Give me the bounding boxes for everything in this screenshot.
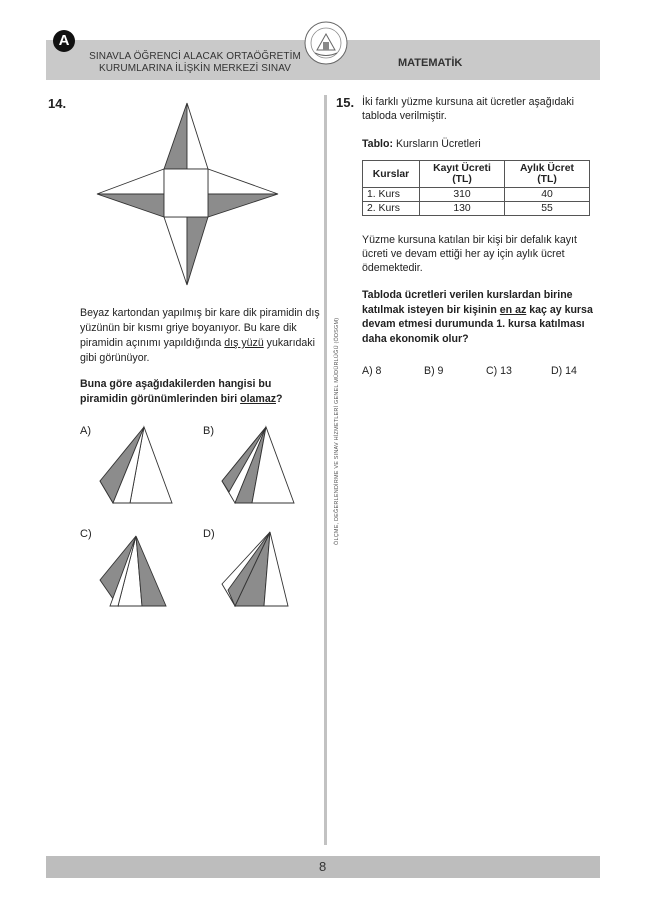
table-header: Kayıt Ücreti (TL)	[420, 161, 505, 188]
q15-answer-b[interactable]: B) 9	[424, 365, 444, 377]
table-cell: 130	[420, 202, 505, 216]
table-cell: 55	[505, 202, 590, 216]
q14-pyramid-net	[90, 100, 290, 290]
q14-option-c-label[interactable]: C)	[80, 528, 92, 540]
table-row	[363, 202, 590, 216]
q14-text-underlined: dış yüzü	[224, 337, 264, 349]
table-header: Aylık Ücret (TL)	[505, 161, 590, 188]
table-caption-text: Kursların Ücretleri	[393, 138, 481, 150]
table-caption-label: Tablo:	[362, 138, 393, 150]
table-header-row	[363, 161, 590, 188]
q15-prompt	[362, 288, 602, 346]
side-credit: ÖLÇME, DEĞERLENDİRME VE SINAV HİZMETLERİ GENEL MÜDÜRLÜĞÜ (ÖDSGM)	[334, 317, 340, 545]
header-exam-title	[80, 51, 310, 75]
q14-prompt	[80, 377, 320, 407]
header-subject: MATEMATİK	[398, 57, 463, 69]
q15-intro: İki farklı yüzme kursuna ait ücretler aşağıdaki tabloda verilmiştir.	[362, 96, 574, 122]
q15-answer-a[interactable]: A) 8	[362, 365, 382, 377]
table-cell: 310	[420, 188, 505, 202]
column-divider	[324, 95, 327, 845]
q15-answer-d[interactable]: D) 14	[551, 365, 577, 377]
q14-option-b-label[interactable]: B)	[203, 425, 214, 437]
q14-option-a-pyramid[interactable]	[94, 425, 178, 507]
q14-prompt-part: Buna göre aşağıdakilerden hangisi bu piramidin görünümlerinden biri	[80, 378, 272, 405]
q14-option-d-label[interactable]: D)	[203, 528, 215, 540]
q14-text-part: Beyaz kartondan yapılmış bir kare dik piramidin dış yüzünün bir kısmı griye boyanıyor. Bu kare dik piramidin açınımı yapıldığında	[80, 307, 320, 349]
q14-text	[80, 306, 320, 366]
q15-prompt-part: Tabloda ücretleri verilen kurslardan birine katılmak isteyen bir kişinin	[362, 289, 573, 316]
q14-option-a-label[interactable]: A)	[80, 425, 91, 437]
q15-prompt-underlined: en az	[499, 303, 527, 316]
q14-text-part: yukarıdaki gibi görünüyor.	[80, 337, 315, 364]
booklet-badge: A	[53, 30, 75, 52]
table-caption	[362, 138, 481, 150]
q14-option-d-pyramid[interactable]	[216, 528, 300, 610]
table-row	[363, 188, 590, 202]
fee-table	[362, 160, 590, 216]
q15-note: Yüzme kursuna katılan bir kişi bir defalık kayıt ücreti ve devam ettiği her ay için aylık ücret ödemektedir.	[362, 234, 577, 274]
q15-number: 15.	[336, 95, 355, 110]
q14-prompt-underlined: olamaz	[240, 393, 277, 405]
table-cell: 1. Kurs	[363, 188, 420, 202]
q14-number: 14.	[48, 96, 67, 111]
ministry-logo-icon	[303, 20, 349, 66]
q15-prompt-part: kaç ay kursa devam etmesi durumunda 1. kursa katılması daha ekonomik olur?	[362, 303, 593, 345]
header-line-1: SINAVLA ÖĞRENCİ ALACAK ORTAÖĞRETİM	[89, 51, 301, 62]
header-line-2: KURUMLARINA İLİŞKİN MERKEZİ SINAV	[98, 63, 292, 74]
table-header: Kurslar	[363, 161, 420, 188]
q14-prompt-part: ?	[276, 393, 283, 405]
q14-option-c-pyramid[interactable]	[94, 528, 178, 610]
page-number: 8	[319, 859, 327, 874]
q15-answer-c[interactable]: C) 13	[486, 365, 512, 377]
table-cell: 2. Kurs	[363, 202, 420, 216]
table-cell: 40	[505, 188, 590, 202]
q14-option-b-pyramid[interactable]	[216, 425, 300, 507]
